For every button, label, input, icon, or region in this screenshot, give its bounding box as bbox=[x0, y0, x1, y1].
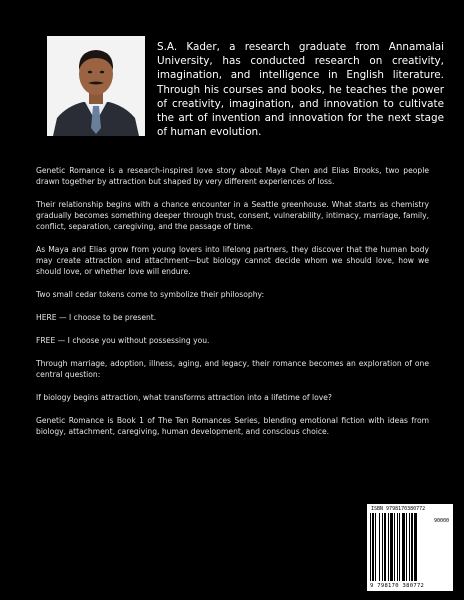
blurb-paragraph: As Maya and Elias grow from young lovers into lifelong partners, they discover that the human body may create attraction and attachment—but biology cannot decide whom we should love, how we should love, or whether love will endure. bbox=[36, 245, 429, 276]
blurb-paragraph: FREE — I choose you without possessing you. bbox=[36, 336, 210, 345]
blurb-paragraph: Their relationship begins with a chance encounter in a Seattle greenhouse. What starts as chemistry gradually becomes something deeper through trust, consent, vulnerability, intimacy, marriage, family, conflict, separation, caregiving, and the passage of time. bbox=[36, 200, 429, 231]
barcode-bars-icon bbox=[370, 513, 432, 581]
blurb-paragraph: HERE — I choose to be present. bbox=[36, 313, 157, 322]
blurb-paragraph: Two small cedar tokens come to symbolize their philosophy: bbox=[36, 290, 265, 299]
isbn-label: ISBN 9798170380772 bbox=[371, 506, 426, 512]
barcode-digits: 9 798170 380772 bbox=[370, 583, 425, 589]
blurb-paragraph: Through marriage, adoption, illness, aging, and legacy, their romance becomes an exploration of one central question: bbox=[36, 359, 429, 379]
author-bio: S.A. Kader, a research graduate from Annamalai University, has conducted research on creativity, imagination, and intelligence in English literature. Through his courses and books, he teaches the power of creativity, imagination, and innovation to cultivate the art of invention and innovation for the next stage of human evolution. bbox=[157, 41, 444, 139]
blurb-paragraph: Genetic Romance is Book 1 of The Ten Romances Series, blending emotional fiction with ideas from biology, attachment, caregiving, human development, and conscious choice. bbox=[36, 416, 429, 436]
isbn-barcode bbox=[367, 504, 453, 591]
book-blurb bbox=[36, 165, 429, 449]
author-photo bbox=[47, 36, 145, 136]
price-code: 90000 bbox=[433, 518, 449, 524]
blurb-paragraph: If biology begins attraction, what transforms attraction into a lifetime of love? bbox=[36, 393, 332, 402]
blurb-paragraph: Genetic Romance is a research-inspired love story about Maya Chen and Elias Brooks, two people drawn together by attraction but shaped by very different experiences of loss. bbox=[36, 166, 429, 186]
author-portrait-icon bbox=[47, 36, 145, 136]
